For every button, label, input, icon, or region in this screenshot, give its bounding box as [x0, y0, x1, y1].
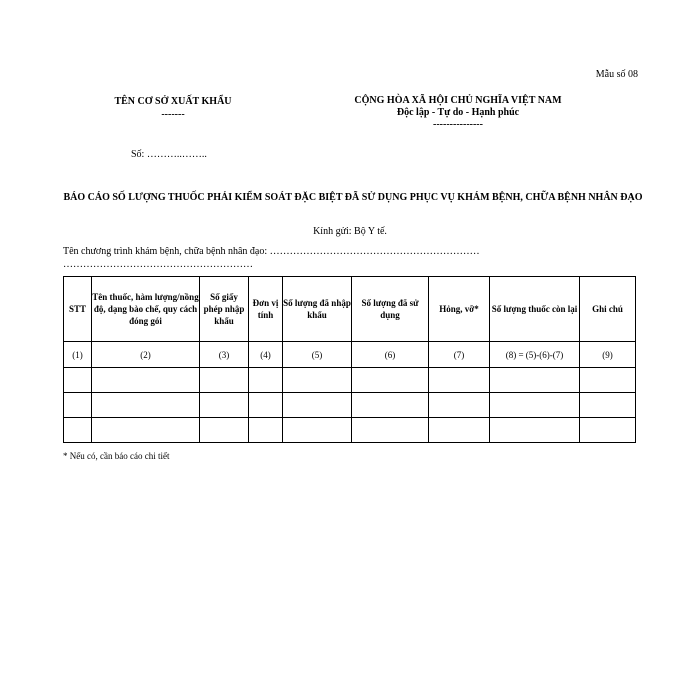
header-row: [64, 277, 636, 342]
empty-cell[interactable]: [200, 418, 249, 443]
table-row: [64, 368, 636, 393]
table-row: [64, 418, 636, 443]
left-header: [108, 95, 238, 121]
numbering-cell: (8) = (5)-(6)-(7): [490, 342, 580, 368]
recipient-line: Kính gửi: Bộ Y tế.: [313, 226, 387, 237]
empty-cell[interactable]: [429, 393, 490, 418]
empty-cell[interactable]: [200, 368, 249, 393]
header-cell: Hỏng, vỡ*: [429, 277, 490, 342]
numbering-cell: (4): [249, 342, 283, 368]
header-cell: Số lượng đã sử dụng: [352, 277, 429, 342]
report-table-container: [63, 276, 636, 443]
numbering-cell: (9): [580, 342, 636, 368]
motto: Độc lập - Tự do - Hạnh phúc: [396, 107, 520, 118]
empty-cell[interactable]: [490, 393, 580, 418]
header-cell: Đơn vị tính: [249, 277, 283, 342]
empty-cell[interactable]: [352, 418, 429, 443]
empty-cell[interactable]: [64, 418, 92, 443]
empty-cell[interactable]: [429, 368, 490, 393]
empty-cell[interactable]: [490, 418, 580, 443]
empty-cell[interactable]: [490, 368, 580, 393]
empty-cell[interactable]: [352, 368, 429, 393]
header-cell: Tên thuốc, hàm lượng/nồng độ, dạng bào chế, quy cách đóng gói: [92, 277, 200, 342]
report-title: BÁO CÁO SỐ LƯỢNG THUỐC PHẢI KIỂM SOÁT ĐẶC BIỆT ĐÃ SỬ DỤNG PHỤC VỤ KHÁM BỆNH, CHỮA BỆNH NHÂN ĐẠO: [63, 192, 643, 203]
motto-divider: ---------------: [433, 119, 483, 130]
empty-cell[interactable]: [249, 393, 283, 418]
numbering-cell: (3): [200, 342, 249, 368]
numbering-cell: (7): [429, 342, 490, 368]
header-cell: Ghi chú: [580, 277, 636, 342]
empty-cell[interactable]: [92, 368, 200, 393]
empty-cell[interactable]: [580, 418, 636, 443]
form-number: Mẫu số 08: [595, 69, 638, 80]
empty-cell[interactable]: [283, 368, 352, 393]
header-cell: Số lượng đã nhập khẩu: [283, 277, 352, 342]
empty-cell[interactable]: [249, 368, 283, 393]
table-row: [64, 393, 636, 418]
header-cell: Số lượng thuốc còn lại: [490, 277, 580, 342]
program-line-2: …………………………………………………: [63, 259, 253, 270]
org-divider: -------: [161, 109, 185, 120]
empty-cell[interactable]: [200, 393, 249, 418]
empty-cell[interactable]: [352, 393, 429, 418]
numbering-cell: (5): [283, 342, 352, 368]
program-name-field: [63, 245, 633, 271]
empty-cell[interactable]: [283, 393, 352, 418]
numbering-row: [64, 342, 636, 368]
empty-cell[interactable]: [249, 418, 283, 443]
program-line-1: Tên chương trình khám bệnh, chữa bệnh nhân đạo: ………………………………………………………: [63, 246, 480, 257]
empty-cell[interactable]: [64, 393, 92, 418]
org-name: TÊN CƠ SỞ XUẤT KHẨU: [114, 96, 232, 107]
empty-cell[interactable]: [580, 368, 636, 393]
header-cell: STT: [64, 277, 92, 342]
header-cell: Số giấy phép nhập khẩu: [200, 277, 249, 342]
numbering-cell: (1): [64, 342, 92, 368]
empty-cell[interactable]: [92, 418, 200, 443]
empty-cell[interactable]: [429, 418, 490, 443]
numbering-cell: (6): [352, 342, 429, 368]
report-table: [63, 276, 636, 443]
right-header: [338, 95, 578, 131]
country-name: CỘNG HÒA XÃ HỘI CHỦ NGHĨA VIỆT NAM: [354, 95, 562, 106]
empty-cell[interactable]: [64, 368, 92, 393]
footnote: * Nếu có, cần báo cáo chi tiết: [63, 451, 170, 461]
empty-cell[interactable]: [283, 418, 352, 443]
document-number: Số: ………..……..: [131, 149, 207, 160]
empty-cell[interactable]: [580, 393, 636, 418]
empty-cell[interactable]: [92, 393, 200, 418]
numbering-cell: (2): [92, 342, 200, 368]
